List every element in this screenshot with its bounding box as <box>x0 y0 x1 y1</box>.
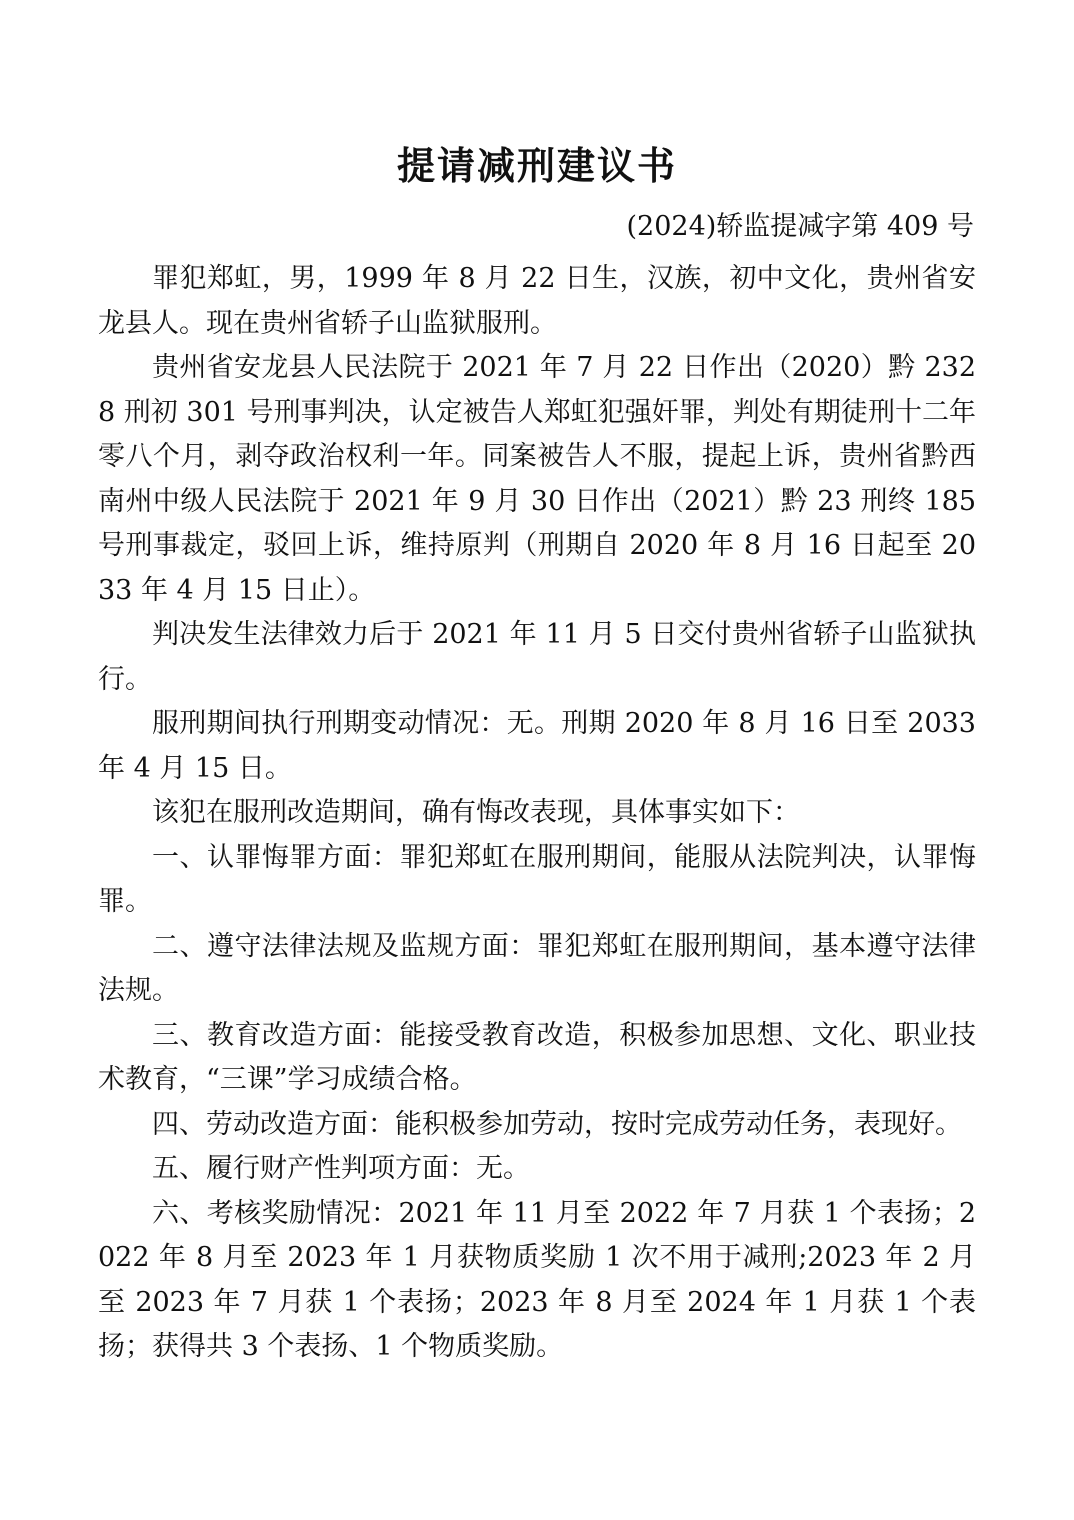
document-title: 提请减刑建议书 <box>396 144 677 188</box>
paragraph-education: 三、教育改造方面：能接受教育改造，积极参加思想、文化、职业技术教育，“三课”学习成绩合格。 <box>98 1019 976 1095</box>
paragraph-sentence-changes: 服刑期间执行刑期变动情况：无。刑期 2020 年 8 月 16 日至 2033 年 4 月 15 日。 <box>98 708 976 784</box>
document-number: (2024)轿监提减字第 409 号 <box>626 211 974 242</box>
document-body <box>98 257 976 1370</box>
paragraph-repentance: 一、认罪悔罪方面：罪犯郑虹在服刑期间，能服从法院判决，认罪悔罪。 <box>98 841 976 917</box>
paragraph-offender-info: 罪犯郑虹，男，1999 年 8 月 22 日生，汉族，初中文化，贵州省安龙县人。现在贵州省轿子山监狱服刑。 <box>98 263 976 339</box>
paragraph-law-compliance: 二、遵守法律法规及监规方面：罪犯郑虹在服刑期间，基本遵守法律法规。 <box>98 930 976 1006</box>
paragraph-property: 五、履行财产性判项方面：无。 <box>152 1153 530 1184</box>
paragraph-facts-intro: 该犯在服刑改造期间，确有悔改表现，具体事实如下： <box>152 797 800 828</box>
paragraph-delivery: 判决发生法律效力后于 2021 年 11 月 5 日交付贵州省轿子山监狱执行。 <box>98 619 976 695</box>
paragraph-judgment: 贵州省安龙县人民法院于 2021 年 7 月 22 日作出（2020）黔 2328 刑初 301 号刑事判决，认定被告人郑虹犯强奸罪，判处有期徒刑十二年零八个月，剥夺政治权利一年。同案被告人不服，提起上诉，贵州省黔西南州中级人民法院于 2021 年 9 月 30 日作出（2021）黔 23 刑终 185 号刑事裁定，驳回上诉，维持原判（刑期自 2020 年 8 月 16 日起至 2033 年 4 月 15 日止）。 <box>98 352 976 606</box>
paragraph-labor: 四、劳动改造方面：能积极参加劳动，按时完成劳动任务，表现好。 <box>152 1108 962 1140</box>
paragraph-rewards: 六、考核奖励情况：2021 年 11 月至 2022 年 7 月获 1 个表扬；2022 年 8 月至 2023 年 1 月获物质奖励 1 次不用于减刑;2023 年 2 月至 2023 年 7 月获 1 个表扬；2023 年 8 月至 2024 年 1 月获 1 个表扬；获得共 3 个表扬、1 个物质奖励。 <box>98 1197 976 1362</box>
